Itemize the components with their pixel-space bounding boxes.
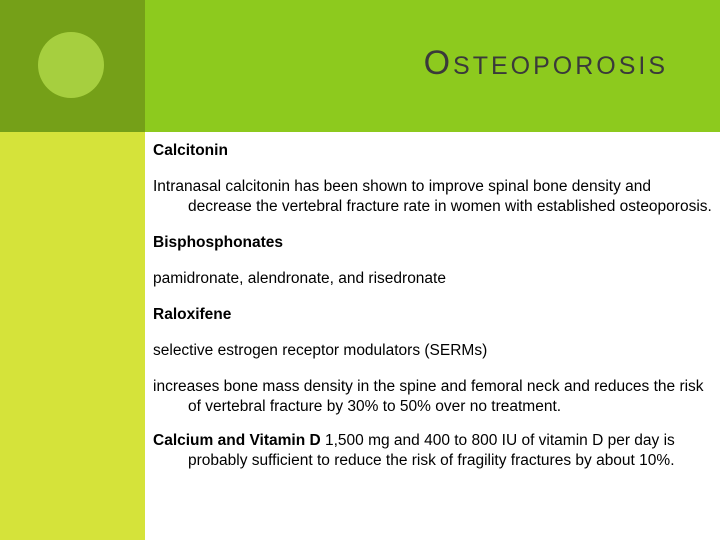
raloxifene-effect-text: increases bone mass density in the spine and femoral neck and reduces the risk of vertebral fracture by 30% to 50% over no treatment.: [153, 378, 704, 415]
calcitonin-heading: Calcitonin: [153, 142, 228, 159]
raloxifene-heading: Raloxifene: [153, 306, 232, 323]
calcium-vitamin-d-paragraph: [153, 431, 716, 471]
calcium-vitamin-d-heading: Calcium and Vitamin D: [153, 432, 321, 449]
sidebar-bottom-block: [0, 132, 145, 540]
bisphosphonates-text: pamidronate, alendronate, and risedronate: [153, 270, 446, 287]
slide-body: [153, 141, 716, 487]
calcium-vitamin-d-text: 1,500 mg and 400 to 800 IU of vitamin D per day is probably sufficient to reduce the risk of fragility fractures by about 10%.: [188, 432, 675, 469]
slide-title-rest: STEOPOROSIS: [453, 52, 668, 80]
bisphosphonates-heading: Bisphosphonates: [153, 234, 284, 251]
calcitonin-text: Intranasal calcitonin has been shown to improve spinal bone density and decrease the vertebral fracture rate in women with established osteoporosis.: [153, 178, 712, 215]
raloxifene-text: selective estrogen receptor modulators (SERMs): [153, 342, 488, 359]
slide-title: [0, 46, 668, 80]
slide-title-initial: O: [423, 44, 454, 82]
